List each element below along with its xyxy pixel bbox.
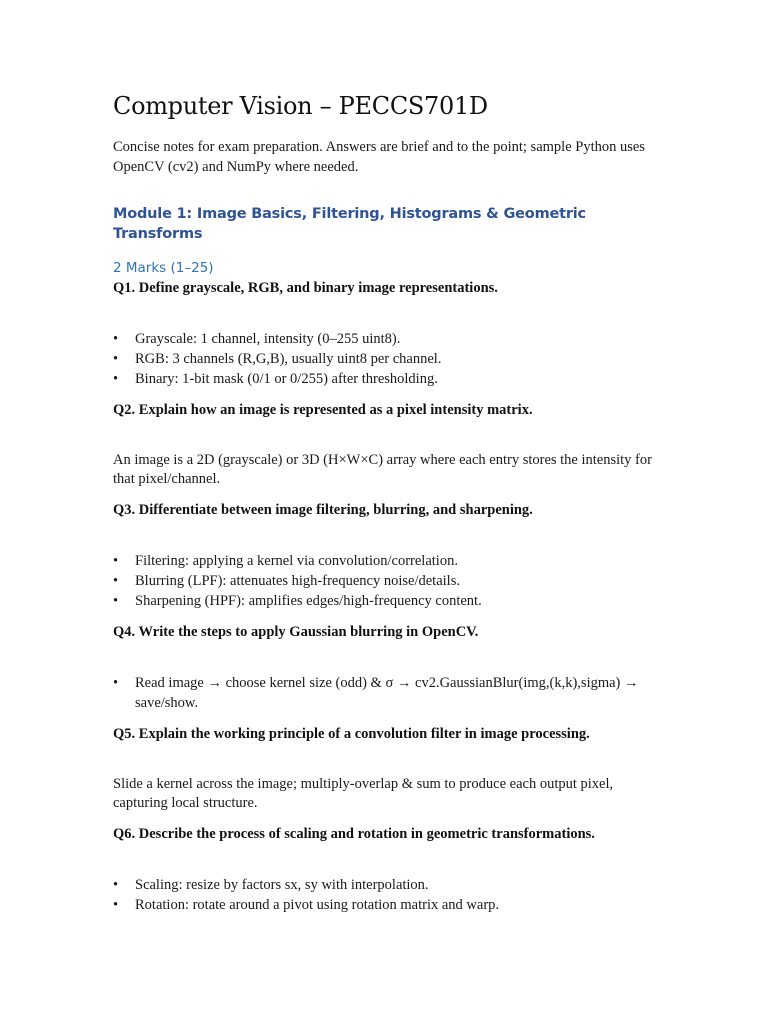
bullet-icon: • (113, 897, 119, 913)
list-item-text: Filtering: applying a kernel via convolution/correlation. (135, 553, 458, 569)
question-block-4 (113, 622, 658, 713)
list-item-text: Grayscale: 1 channel, intensity (0–255 uint8). (135, 331, 401, 347)
list-item-text: Blurring (LPF): attenuates high-frequency noise/details. (135, 573, 460, 589)
question-block-3 (113, 500, 658, 611)
answer-paragraph-2: An image is a 2D (grayscale) or 3D (H×W×C) array where each entry stores the intensity for that pixel/channel. (113, 452, 652, 487)
question-4: Q4. Write the steps to apply Gaussian blurring in OpenCV. (113, 624, 479, 640)
list-item-text: Scaling: resize by factors sx, sy with interpolation. (135, 877, 429, 893)
list-item (113, 551, 658, 571)
list-item (113, 571, 658, 591)
section-heading: 2 Marks (1–25) (113, 260, 214, 276)
question-block-1 (113, 278, 658, 389)
bullet-icon: • (113, 553, 119, 569)
list-item-text: Read image → choose kernel size (odd) & σ → cv2.GaussianBlur(img,(k,k),sigma) → save/show. (135, 675, 639, 711)
list-item-text: RGB: 3 channels (R,G,B), usually uint8 per channel. (135, 351, 442, 367)
question-6: Q6. Describe the process of scaling and rotation in geometric transformations. (113, 826, 595, 842)
answer-list-4 (113, 673, 658, 713)
module-heading: Module 1: Image Basics, Filtering, Histograms & Geometric Transforms (113, 206, 586, 242)
question-block-2 (113, 400, 658, 489)
list-item-text: Rotation: rotate around a pivot using rotation matrix and warp. (135, 897, 500, 913)
question-3: Q3. Differentiate between image filtering, blurring, and sharpening. (113, 502, 533, 518)
bullet-icon: • (113, 371, 119, 387)
intro-paragraph: Concise notes for exam preparation. Answers are brief and to the point; sample Python uses OpenCV (cv2) and NumPy where needed. (113, 139, 645, 175)
answer-list-6 (113, 875, 658, 915)
bullet-icon: • (113, 573, 119, 589)
list-item (113, 349, 658, 369)
question-5: Q5. Explain the working principle of a convolution filter in image processing. (113, 726, 590, 742)
bullet-icon: • (113, 877, 119, 893)
list-item (113, 875, 658, 895)
list-item (113, 591, 658, 611)
answer-list-3 (113, 551, 658, 611)
question-block-6 (113, 824, 658, 915)
bullet-icon: • (113, 675, 119, 691)
bullet-icon: • (113, 593, 119, 609)
bullet-icon: • (113, 331, 119, 347)
list-item-text: Sharpening (HPF): amplifies edges/high-frequency content. (135, 593, 482, 609)
list-item (113, 329, 658, 349)
answer-list-1 (113, 329, 658, 389)
question-1: Q1. Define grayscale, RGB, and binary image representations. (113, 280, 498, 296)
question-2: Q2. Explain how an image is represented as a pixel intensity matrix. (113, 402, 533, 418)
bullet-icon: • (113, 351, 119, 367)
list-item (113, 369, 658, 389)
list-item (113, 673, 658, 713)
document-page (113, 88, 658, 915)
questions-container (113, 278, 658, 915)
question-block-5 (113, 724, 658, 813)
answer-paragraph-5: Slide a kernel across the image; multiply-overlap & sum to produce each output pixel, capturing local structure. (113, 776, 614, 811)
list-item (113, 895, 658, 915)
document-title: Computer Vision – PECCS701D (113, 92, 488, 120)
list-item-text: Binary: 1-bit mask (0/1 or 0/255) after thresholding. (135, 371, 438, 387)
